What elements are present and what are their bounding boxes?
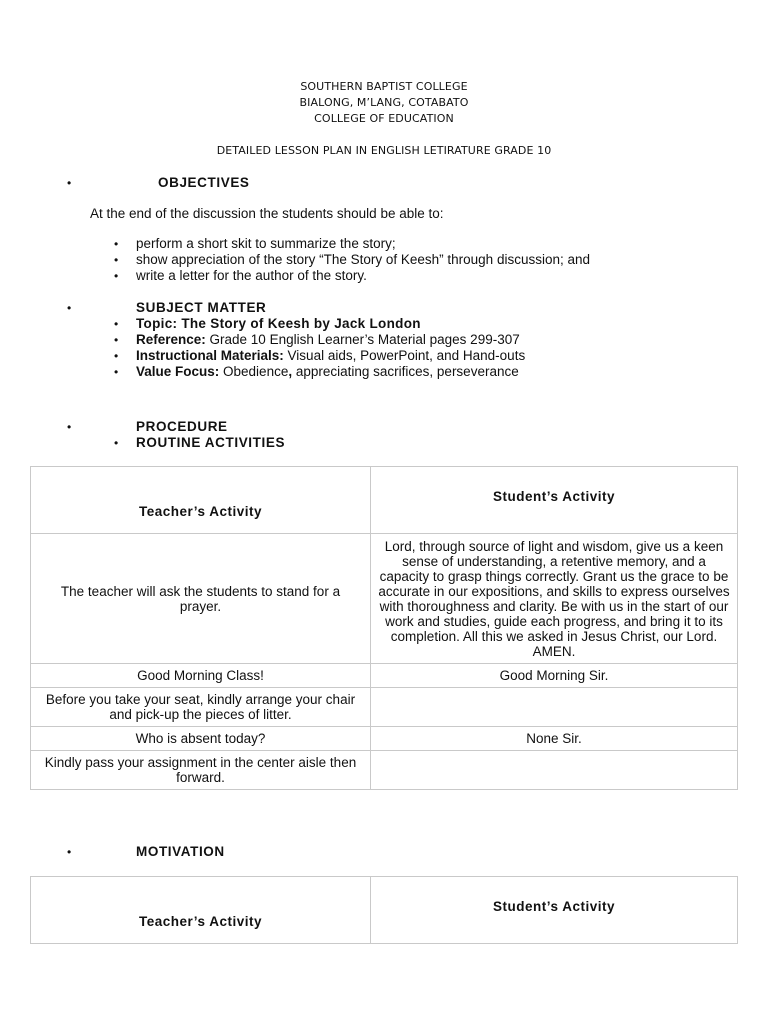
teacher-activity-cell: Good Morning Class! bbox=[31, 664, 371, 688]
objective-item: perform a short skit to summarize the story; bbox=[136, 236, 396, 251]
materials-line bbox=[136, 348, 525, 363]
table-header-row bbox=[31, 467, 738, 534]
teacher-activity-cell: Before you take your seat, kindly arrange your chair and pick-up the pieces of litter. bbox=[31, 688, 371, 727]
bullet-icon: • bbox=[67, 176, 72, 190]
student-activity-cell: Lord, through source of light and wisdom, give us a keen sense of understanding, a retentive memory, and a capacity to grasp things correctly. Grant us the grace to be accurate in our expositions, and skills to express ourselves with thoroughness and clarity. Be with us in the start of our work and studies, guide each progress, and bring it to its completion. All this we asked in Jesus Christ, our Lord. AMEN. bbox=[371, 534, 738, 664]
table-row bbox=[31, 751, 738, 790]
topic-line: Topic: The Story of Keesh by Jack London bbox=[136, 316, 421, 331]
college-name: SOUTHERN BAPTIST COLLEGE bbox=[300, 80, 468, 93]
procedure-heading: PROCEDURE bbox=[136, 419, 228, 434]
bullet-icon: • bbox=[114, 269, 119, 283]
objectives-intro: At the end of the discussion the students should be able to: bbox=[90, 206, 444, 221]
motivation-heading: MOTIVATION bbox=[136, 844, 225, 859]
teacher-activity-header: Teacher’s Activity bbox=[31, 877, 371, 944]
value-focus-label: Value Focus: bbox=[136, 364, 220, 379]
student-activity-header: Student’s Activity bbox=[371, 467, 738, 534]
reference-value: Grade 10 English Learner’s Material pages 299-307 bbox=[205, 332, 520, 347]
subject-matter-heading: SUBJECT MATTER bbox=[136, 300, 267, 315]
student-activity-cell bbox=[371, 751, 738, 790]
motivation-table bbox=[30, 876, 738, 944]
objectives-heading: OBJECTIVES bbox=[158, 175, 250, 190]
value-focus-line bbox=[136, 364, 519, 379]
materials-label: Instructional Materials: bbox=[136, 348, 284, 363]
value-focus-value: Obedience bbox=[219, 364, 289, 379]
bullet-icon: • bbox=[114, 333, 119, 347]
document-title: DETAILED LESSON PLAN IN ENGLISH LETIRATURE GRADE 10 bbox=[216, 144, 552, 157]
bullet-icon: • bbox=[114, 349, 119, 363]
value-focus-rest: appreciating sacrifices, perseverance bbox=[292, 364, 519, 379]
table-header-row bbox=[31, 877, 738, 944]
student-activity-cell: Good Morning Sir. bbox=[371, 664, 738, 688]
table-row bbox=[31, 664, 738, 688]
college-address: BIALONG, M’LANG, COTABATO bbox=[299, 96, 469, 109]
teacher-activity-cell: Who is absent today? bbox=[31, 727, 371, 751]
reference-label: Reference: bbox=[136, 332, 206, 347]
bullet-icon: • bbox=[67, 301, 72, 315]
table-row bbox=[31, 727, 738, 751]
reference-line bbox=[136, 332, 520, 347]
student-activity-cell: None Sir. bbox=[371, 727, 738, 751]
student-activity-cell bbox=[371, 688, 738, 727]
table-row bbox=[31, 534, 738, 664]
bullet-icon: • bbox=[114, 365, 119, 379]
bullet-icon: • bbox=[114, 253, 119, 267]
department-name: COLLEGE OF EDUCATION bbox=[314, 112, 454, 125]
table-row bbox=[31, 688, 738, 727]
bullet-icon: • bbox=[114, 317, 119, 331]
materials-value: Visual aids, PowerPoint, and Hand-outs bbox=[283, 348, 526, 363]
objective-item: show appreciation of the story “The Story of Keesh” through discussion; and bbox=[136, 252, 590, 267]
bullet-icon: • bbox=[67, 420, 72, 434]
routine-activities-table bbox=[30, 466, 738, 790]
bullet-icon: • bbox=[114, 436, 119, 450]
student-activity-header: Student’s Activity bbox=[371, 877, 738, 944]
teacher-activity-cell: Kindly pass your assignment in the center aisle then forward. bbox=[31, 751, 371, 790]
routine-activities-heading: ROUTINE ACTIVITIES bbox=[136, 435, 286, 450]
teacher-activity-header: Teacher’s Activity bbox=[31, 467, 371, 534]
objective-item: write a letter for the author of the story. bbox=[136, 268, 367, 283]
value-focus-comma: , bbox=[288, 364, 293, 379]
teacher-activity-cell: The teacher will ask the students to stand for a prayer. bbox=[31, 534, 371, 664]
bullet-icon: • bbox=[114, 237, 119, 251]
bullet-icon: • bbox=[67, 845, 72, 859]
